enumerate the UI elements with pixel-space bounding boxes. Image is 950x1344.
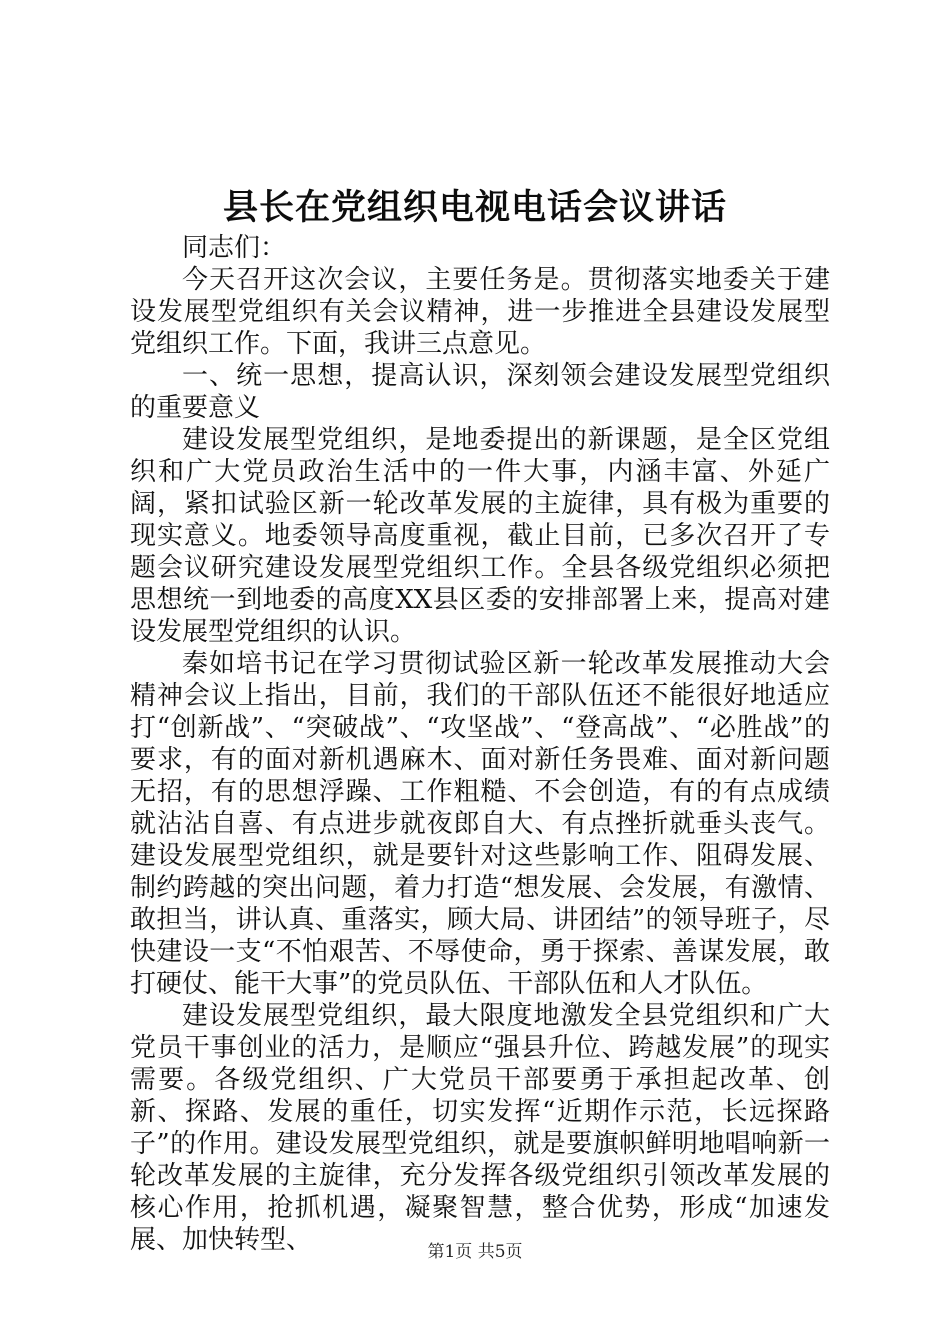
paragraph-body: 建设发展型党组织，是地委提出的新课题，是全区党组织和广大党员政治生活中的一件大事，内涵丰富、外延广阔，紧扣试验区新一轮改革发展的主旋律，具有极为重要的现实意义。地委领导高度重视，截止目前，已多次召开了专题会议研究建设发展型党组织工作。全县各级党组织必须把思想统一到地委的高度XX县区委的安排部署上来，提高对建设发展型党组织的认识。 bbox=[130, 425, 830, 647]
section-heading-1: 一、统一思想，提高认识，深刻领会建设发展型党组织的重要意义 bbox=[130, 361, 830, 423]
paragraph-body: 秦如培书记在学习贯彻试验区新一轮改革发展推动大会精神会议上指出，目前，我们的干部队伍还不能很好地适应打“创新战”、“突破战”、“攻坚战”、“登高战”、“必胜战”的要求，有的面对新机遇麻木、面对新任务畏难、面对新问题无招，有的思想浮躁、工作粗糙、不会创造，有的有点成绩就沾沾自喜、有点进步就夜郎自大、有点挫折就垂头丧气。建设发展型党组织，就是要针对这些影响工作、阻碍发展、制约跨越的突出问题，着力打造“想发展、会发展，有激情、敢担当，讲认真、重落实，顾大局、讲团结”的领导班子，尽快建设一支“不怕艰苦、不辱使命，勇于探索、善谋发展，敢打硬仗、能干大事”的党员队伍、干部队伍和人才队伍。 bbox=[130, 649, 830, 999]
document-body bbox=[130, 232, 830, 1256]
paragraph-intro: 今天召开这次会议，主要任务是。贯彻落实地委关于建设发展型党组织有关会议精神，进一步推进全县建设发展型党组织工作。下面，我讲三点意见。 bbox=[130, 265, 830, 359]
paragraph-body: 建设发展型党组织，最大限度地激发全县党组织和广大党员干事创业的活力，是顺应“强县升位、跨越发展”的现实需要。各级党组织、广大党员干部要勇于承担起改革、创新、探路、发展的重任，切实发挥“近期作示范，长远探路子”的作用。建设发展型党组织，就是要旗帜鲜明地唱响新一轮改革发展的主旋律，充分发挥各级党组织引领改革发展的核心作用，抢抓机遇，凝聚智慧，整合优势，形成“加速发展、加快转型、 bbox=[130, 1001, 830, 1255]
salutation: 同志们： bbox=[182, 233, 287, 263]
page-number-footer: 第1页 共5页 bbox=[427, 1242, 523, 1262]
document-title: 县长在党组织电视电话会议讲话 bbox=[222, 188, 727, 228]
